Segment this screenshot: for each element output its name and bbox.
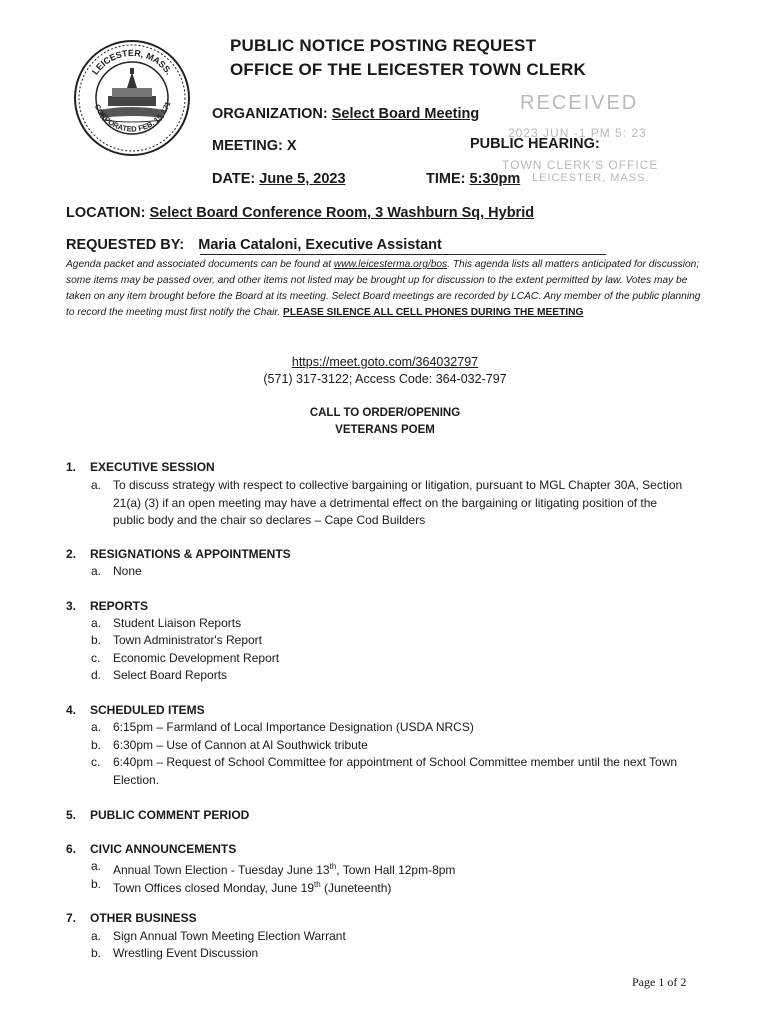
- notice-silence: PLEASE SILENCE ALL CELL PHONES DURING THE MEETING: [283, 307, 584, 318]
- item-sup: th: [329, 862, 337, 871]
- title-line-2: OFFICE OF THE LEICESTER TOWN CLERK: [230, 60, 586, 79]
- section-7-header: [66, 911, 197, 925]
- section-title: REPORTS: [90, 599, 149, 613]
- list-item: [91, 563, 691, 581]
- section-number: 6.: [66, 842, 77, 856]
- item-text: Wrestling Event Discussion: [113, 946, 259, 960]
- item-letter: b.: [91, 738, 102, 752]
- public-hearing-label: PUBLIC HEARING:: [470, 136, 600, 152]
- item-letter: a.: [91, 929, 102, 943]
- seal-bottom-text: CORPORATED FEB. 15, 171: [92, 100, 173, 134]
- item-letter: a.: [91, 616, 102, 630]
- section-number: 3.: [66, 599, 77, 613]
- section-title: RESIGNATIONS & APPOINTMENTS: [90, 547, 291, 561]
- section-1-header: [66, 460, 215, 474]
- section-4-header: [66, 703, 205, 717]
- list-item: [91, 945, 691, 963]
- notice-text-b: . This agenda lists all matters anticipated for discussion; some items may be passed over, and other items not listed may be brought up for discussion to the extent permitted by law. Votes may be taken on any item brought before the Board at its meeting. Select Board meetings are recorded by LCAC. Any member of the public planning to record the meeting must first notify the Chair.: [66, 259, 701, 318]
- list-item: [91, 632, 691, 650]
- section-2-header: [66, 547, 291, 561]
- section-3-header: [66, 599, 148, 613]
- section-number: 4.: [66, 703, 77, 717]
- item-letter: a.: [91, 720, 102, 734]
- item-text-b: , Town Hall 12pm-8pm: [336, 863, 456, 877]
- item-sup: th: [314, 880, 321, 889]
- agenda-notice: [66, 257, 706, 321]
- town-seal-icon: [72, 38, 192, 158]
- remote-url-row: [0, 355, 770, 369]
- date-label: DATE:: [212, 171, 256, 187]
- item-text-a: Town Offices closed Monday, June 19: [113, 881, 314, 895]
- section-number: 1.: [66, 460, 77, 474]
- meeting-label: MEETING:: [212, 138, 283, 154]
- section-title: EXECUTIVE SESSION: [90, 460, 215, 474]
- date-value: June 5, 2023: [259, 171, 346, 187]
- list-item: [91, 754, 691, 789]
- location-label: LOCATION:: [66, 205, 146, 221]
- organization-value: Select Board Meeting: [331, 106, 480, 122]
- item-text-b: (Juneteenth): [320, 881, 392, 895]
- item-letter: c.: [91, 755, 101, 769]
- item-text: Sign Annual Town Meeting Election Warrant: [113, 929, 346, 943]
- section-title: SCHEDULED ITEMS: [90, 703, 205, 717]
- meeting-value: X: [286, 138, 297, 154]
- location-row: [66, 205, 534, 221]
- time-row: [426, 171, 520, 187]
- item-text: 6:15pm – Farmland of Local Importance Designation (USDA NRCS): [113, 720, 474, 734]
- list-item: [91, 650, 691, 668]
- item-text-a: Annual Town Election - Tuesday June 13: [113, 863, 330, 877]
- list-item: [91, 719, 691, 737]
- requested-by-row: [66, 237, 442, 253]
- meeting-row: [212, 138, 297, 154]
- item-text: Economic Development Report: [113, 651, 280, 665]
- notice-text-a: Agenda packet and associated documents can be found at: [66, 259, 334, 270]
- item-letter: a.: [91, 859, 102, 873]
- organization-row: [212, 106, 479, 122]
- stamp-place: LEICESTER, MASS.: [532, 172, 650, 184]
- requested-by-underline: [200, 254, 606, 255]
- requested-by-value: Maria Cataloni, Executive Assistant: [198, 237, 442, 253]
- item-letter: b.: [91, 946, 102, 960]
- list-item: [91, 615, 691, 633]
- section-number: 7.: [66, 911, 77, 925]
- list-item: [91, 737, 691, 755]
- remote-phone: (571) 317-3122; Access Code: 364-032-797: [263, 372, 507, 386]
- item-letter: d.: [91, 668, 102, 682]
- requested-by-label: REQUESTED BY:: [66, 237, 185, 253]
- section-5-header: [66, 808, 249, 822]
- seal-top-text: LEICESTER, MASS.: [90, 47, 175, 77]
- date-row: [212, 171, 346, 187]
- section-title: PUBLIC COMMENT PERIOD: [90, 808, 250, 822]
- organization-label: ORGANIZATION:: [212, 106, 328, 122]
- town-seal: [72, 38, 192, 158]
- title-line-1: PUBLIC NOTICE POSTING REQUEST: [230, 36, 537, 55]
- time-value: 5:30pm: [469, 171, 521, 187]
- list-item: [91, 876, 691, 898]
- item-letter: c.: [91, 651, 101, 665]
- item-letter: a.: [91, 478, 102, 492]
- opening-line-1: CALL TO ORDER/OPENING: [309, 407, 461, 419]
- stamp-date: 2023 JUN -1 PM 5: 23: [508, 126, 647, 140]
- list-item: [91, 928, 691, 946]
- time-label: TIME:: [426, 171, 466, 187]
- item-text: To discuss strategy with respect to collective bargaining or litigation, pursuant to MGL Chapter 30A, Section 21(a) (3) if an open meeting may have a detrimental effect on the bargaining or litigating position of the public body and the chair so declares – Cape Cod Builders: [113, 478, 683, 527]
- item-text: 6:30pm – Use of Cannon at Al Southwick tribute: [113, 738, 368, 752]
- notice-link[interactable]: www.leicesterma.org/bos: [333, 259, 448, 270]
- section-number: 2.: [66, 547, 77, 561]
- item-text: 6:40pm – Request of School Committee for appointment of School Committee member until the next Town Election.: [113, 755, 678, 787]
- section-title: OTHER BUSINESS: [90, 911, 197, 925]
- location-value: Select Board Conference Room, 3 Washburn Sq, Hybrid: [149, 205, 535, 221]
- item-text: Select Board Reports: [113, 668, 228, 682]
- item-text: Student Liaison Reports: [113, 616, 242, 630]
- section-title: CIVIC ANNOUNCEMENTS: [90, 842, 237, 856]
- section-6-header: [66, 842, 236, 856]
- remote-url[interactable]: https://meet.goto.com/364032797: [291, 355, 479, 369]
- section-number: 5.: [66, 808, 77, 822]
- item-text: Town Administrator's Report: [113, 633, 263, 647]
- item-text: None: [113, 564, 142, 578]
- list-item: [91, 477, 691, 530]
- stamp-office: TOWN CLERK'S OFFICE: [502, 158, 659, 172]
- stamp-received: RECEIVED: [520, 92, 639, 114]
- item-text: [113, 876, 691, 898]
- list-item: [91, 667, 691, 685]
- page-number: Page 1 of 2: [632, 975, 687, 989]
- item-letter: a.: [91, 564, 102, 578]
- opening-line-2: VETERANS POEM: [335, 424, 435, 436]
- item-letter: b.: [91, 633, 102, 647]
- item-letter: b.: [91, 877, 102, 891]
